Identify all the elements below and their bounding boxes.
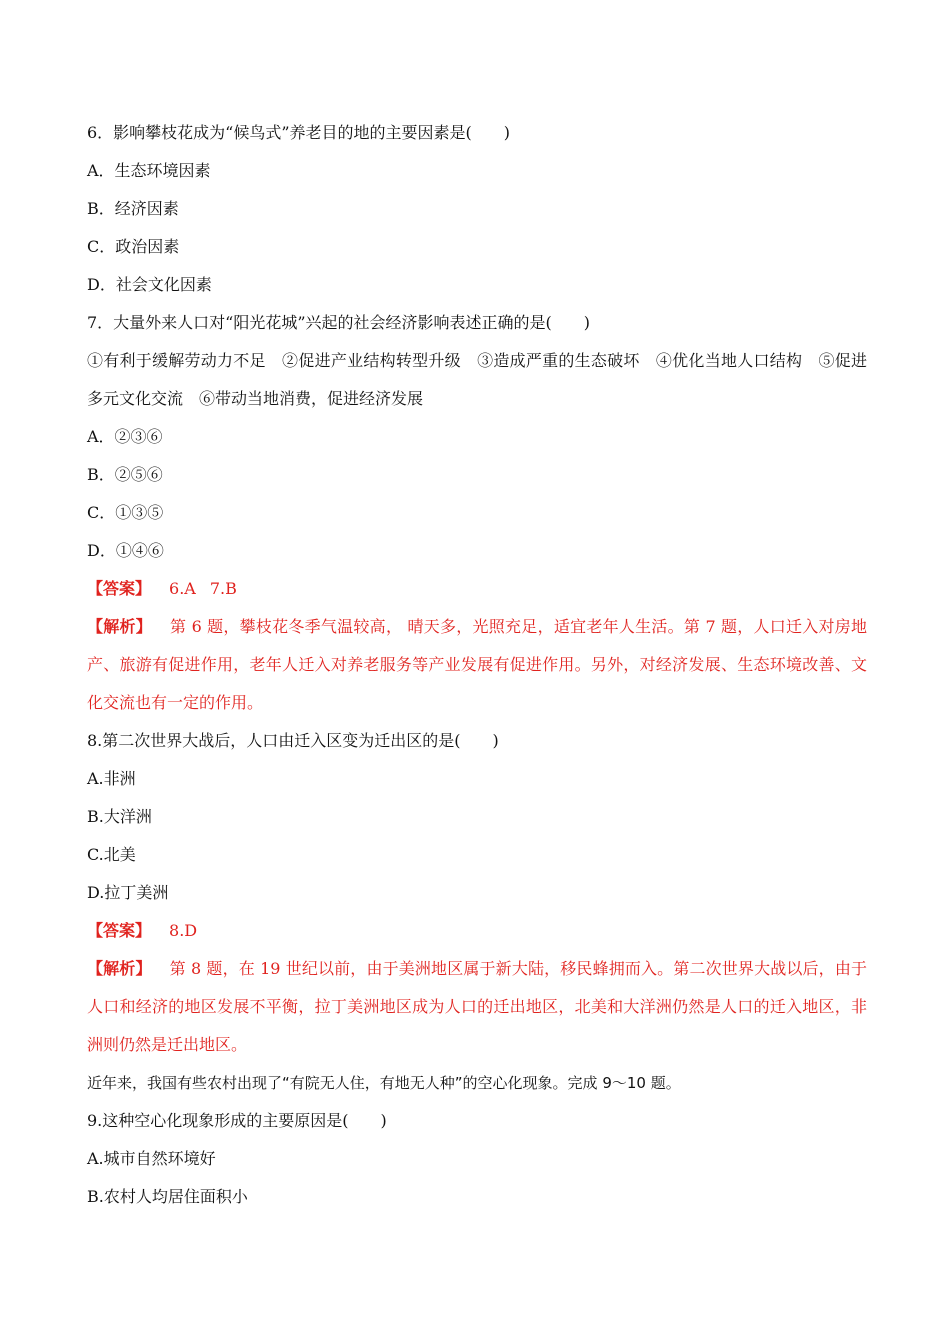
analysis-block-2 <box>87 950 867 1064</box>
analysis-block-1 <box>87 608 867 722</box>
question-8-option-d: D.拉丁美洲 <box>87 883 169 902</box>
answer-value: 7.B <box>209 579 237 598</box>
question-8-stem: 8.第二次世界大战后，人口由迁入区变为迁出区的是( ) <box>87 731 499 750</box>
analysis-label: 【解析】 <box>87 959 152 978</box>
question-7-option-b: B．②⑤⑥ <box>87 465 163 484</box>
answer-value: 6.A <box>169 579 196 598</box>
answer-block-1 <box>87 570 867 608</box>
answer-label: 【答案】 <box>87 921 152 940</box>
answer-label: 【答案】 <box>87 579 152 598</box>
analysis-label: 【解析】 <box>87 617 153 636</box>
answer-block-2 <box>87 912 867 950</box>
question-6-option-c: C．政治因素 <box>87 237 180 256</box>
analysis-text: 第 8 题，在 19 世纪以前，由于美洲地区属于新大陆，移民蜂拥而入。第二次世界大战以后，由于人口和经济的地区发展不平衡，拉丁美洲地区成为人口的迁出地区，北美和大洋洲仍然是人口的迁入地区，非洲则仍然是迁出地区。 <box>87 959 867 1054</box>
section-intro: 近年来，我国有些农村出现了“有院无人住，有地无人种”的空心化现象。完成 9～10 题。 <box>87 1074 681 1092</box>
answer-value: 8.D <box>169 921 198 940</box>
question-8-option-c: C.北美 <box>87 845 136 864</box>
question-9-option-b: B.农村人均居住面积小 <box>87 1187 248 1206</box>
question-7-option-c: C．①③⑤ <box>87 503 164 522</box>
question-6-option-d: D．社会文化因素 <box>87 275 212 294</box>
question-7-option-d: D．①④⑥ <box>87 541 164 560</box>
question-8-option-a: A.非洲 <box>87 769 136 788</box>
question-6-stem: 6．影响攀枝花成为“候鸟式”养老目的地的主要因素是( ) <box>87 123 511 142</box>
question-8-option-b: B.大洋洲 <box>87 807 152 826</box>
question-9-stem: 9.这种空心化现象形成的主要原因是( ) <box>87 1111 387 1130</box>
question-9-option-a: A.城市自然环境好 <box>87 1149 216 1168</box>
question-7-stem: 7．大量外来人口对“阳光花城”兴起的社会经济影响表述正确的是( ) <box>87 313 591 332</box>
question-6-option-b: B．经济因素 <box>87 199 179 218</box>
question-6-option-a: A．生态环境因素 <box>87 161 211 180</box>
question-7-statements: ①有利于缓解劳动力不足 ②促进产业结构转型升级 ③造成严重的生态破坏 ④优化当地人口结构 ⑤促进多元文化交流 ⑥带动当地消费，促进经济发展 <box>87 351 867 408</box>
analysis-text: 第 6 题，攀枝花冬季气温较高， 晴天多，光照充足，适宜老年人生活。第 7 题，人口迁入对房地产、旅游有促进作用，老年人迁入对养老服务等产业发展有促进作用。另外，对经济发展、生态环境改善、文化交流也有一定的作用。 <box>87 617 867 712</box>
document-page <box>87 114 867 1216</box>
question-7-option-a: A．②③⑥ <box>87 427 163 446</box>
